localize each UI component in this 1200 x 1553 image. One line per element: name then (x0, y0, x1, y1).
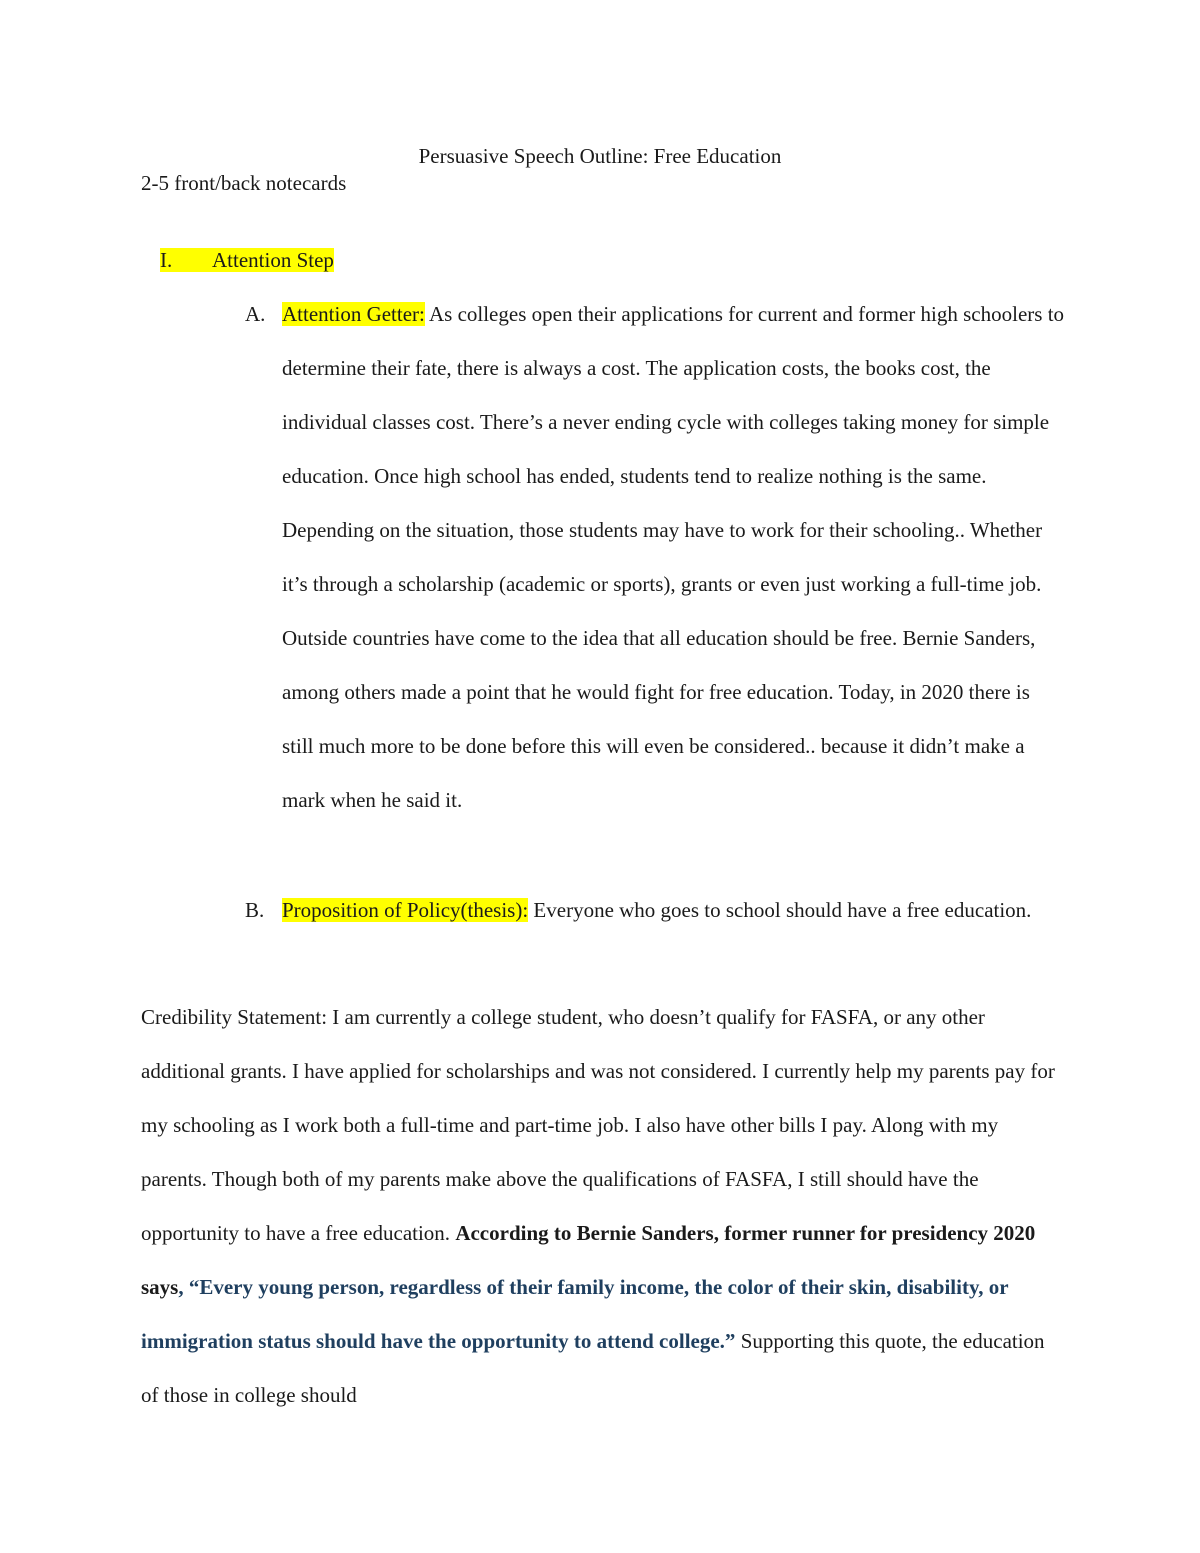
item-text: As colleges open their applications for current and former high schoolers to determine their fate, there is always a cost. The application costs, the books cost, the individual classes cost. There’s a never ending cycle with colleges taking money for simple education. Once high school has ended, students tend to realize nothing is the same. Depending on the situation, those students may have to work for their schooling.. Whether it’s through a scholarship (academic or sports), grants or even just working a full-time job. Outside countries have come to the idea that all education should be free. Bernie Sanders, among others made a point that he would fight for free education. Today, in 2020 there is still much more to be done before this will even be considered.. because it didn’t make a mark when he said it. (282, 302, 1065, 812)
credibility-statement (141, 990, 1061, 1422)
item-letter: A. (245, 302, 266, 326)
outline-item-a (245, 287, 1065, 827)
item-body (282, 287, 1065, 827)
document-title: Persuasive Speech Outline: Free Education (418, 144, 782, 168)
section-title: Attention Step (212, 248, 334, 272)
item-label: Proposition of Policy(thesis): (282, 898, 529, 922)
section-number: I. (160, 248, 173, 272)
document-subtitle: 2-5 front/back notecards (141, 171, 347, 195)
bernie-quote: “Every young person, regardless of their family income, the color of their skin, disability, or immigration status should have the opportunity to attend college.” (141, 1275, 1009, 1353)
credibility-attribution: According to Bernie Sanders, former runner for presidency 2020 says (141, 1221, 1036, 1299)
attribution-comma: , (178, 1275, 189, 1299)
item-text: Everyone who goes to school should have a free education. (528, 898, 1032, 922)
outline-section (160, 246, 334, 274)
outline-item-b (245, 883, 1065, 937)
credibility-text: Credibility Statement: I am currently a college student, who doesn’t qualify for FASFA, or any other additional grants. I have applied for scholarships and was not considered. I currently help my parents pay for my schooling as I work both a full-time and part-time job. I also have other bills I pay. Along with my parents. Though both of my parents make above the qualifications of FASFA, I still should have the opportunity to have a free education. (141, 1005, 1055, 1245)
item-body (282, 883, 1065, 937)
credibility-continuation: Supporting this quote, the education of those in college should (141, 1329, 1045, 1407)
section-heading-highlight (160, 248, 334, 272)
item-label: Attention Getter: (282, 302, 425, 326)
item-letter: B. (245, 898, 265, 922)
